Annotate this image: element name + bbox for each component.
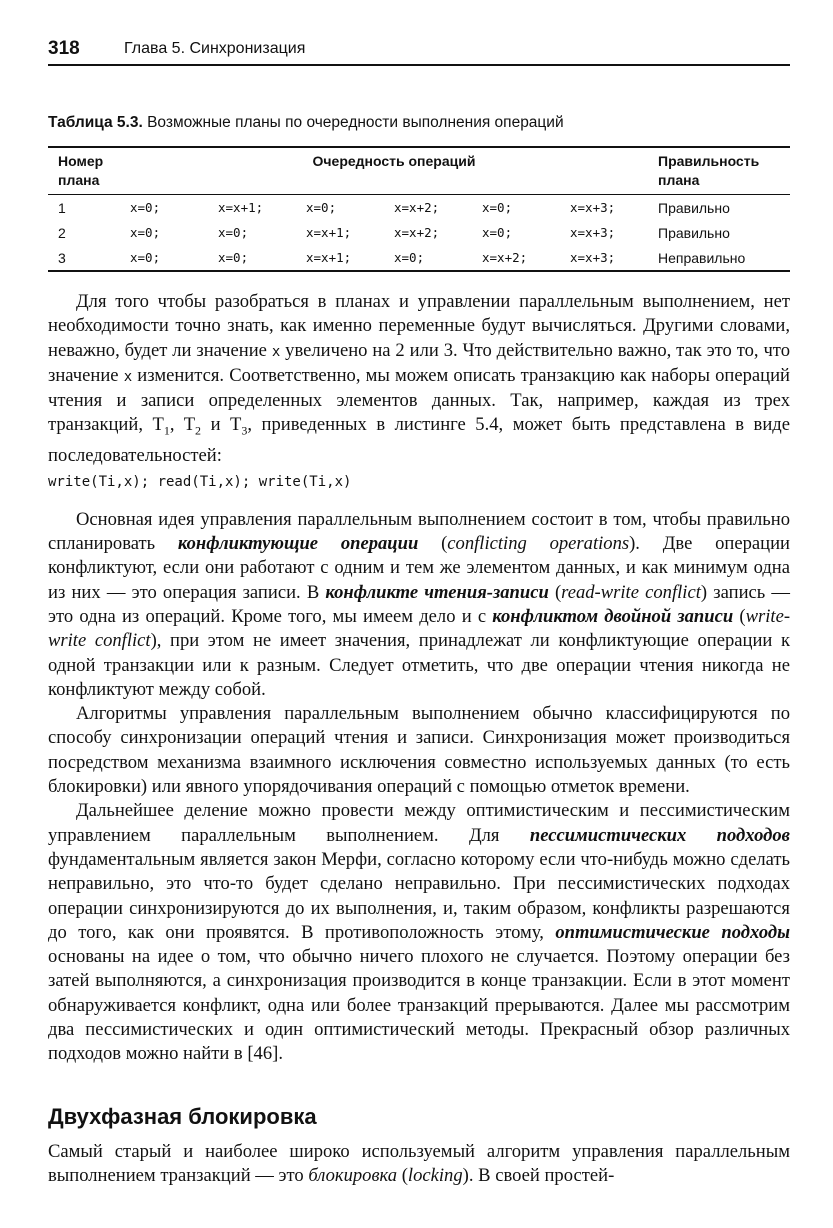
operation-cell: x=x+1; [306,225,352,240]
operation-cell: x=0; [482,200,513,215]
text-run: увеличено на 2 или 3. Что действительно важно, так это то, что значение [48,339,790,386]
text-run: ( [733,605,746,627]
table-caption [48,114,564,132]
section-heading: Двухфазная блокировка [48,1104,317,1129]
paragraph [48,508,790,702]
subscript: 1 [163,424,170,439]
table-caption-label: Таблица 5.3. [48,114,143,131]
section-body [48,1140,790,1189]
text-run: , T [169,414,196,436]
text-run: ). Две операции конфликтуют, если они работают с одним и тем же элементом данных, и как минимум одна из них — это операция записи. В [48,533,790,603]
term-english: write-write conflict [48,605,791,652]
text-run: Самый старый и наиболее широко используемый алгоритм управления параллельным выполнением транзакций — это [48,1141,790,1187]
operation-cell: x=x+2; [482,250,528,265]
plan-number: 3 [58,249,66,266]
operation-cell: x=0; [218,225,249,240]
operation-cell: x=x+2; [394,225,440,240]
plan-result: Правильно [658,199,730,216]
text-run: фундаментальным является закон Мерфи, согласно которому если что-нибудь можно сделать неправильно, это что-то будет сделано неправильно. При пессимистических подходах операции синхронизируются до их выполнения, и, таким образом, конфликты разрешаются до того, как они проявятся. В противоположность этому, [48,848,790,943]
table-row [48,245,790,271]
term-english: conflicting operations [447,533,630,555]
operation-cell: x=x+1; [306,250,352,265]
text-run: ( [397,1165,408,1187]
term-emphasis: конфликтом двойной записи [492,605,734,627]
plan-result: Правильно [658,224,730,241]
header-operations: Очередность операций [312,153,476,169]
term-emphasis: конфликте чтения-записи [325,581,549,603]
header-plan-number: Номер плана [58,153,104,188]
code-inline: x [271,343,281,360]
text-run: ) запись — это одна из операций. Кроме того, мы имеем дело и с [48,581,791,627]
operation-cell: x=0; [394,250,425,265]
code-listing: write(Ti,x); read(Ti,x); write(Ti,x) [48,473,352,490]
operation-cell: x=x+3; [570,200,616,215]
table-row [48,195,790,221]
text-run: Основная идея управления параллельным выполнением состоит в том, чтобы правильно спланировать [48,508,790,555]
term-english: locking [407,1165,463,1187]
text-run: и T [201,414,242,436]
operation-cell: x=0; [130,200,161,215]
body-text [48,290,790,1067]
term-emphasis: пессимистических подходов [529,824,790,846]
paragraph [48,290,790,468]
text-run: ( [548,581,562,603]
term-emphasis: блокировка [308,1165,398,1187]
term-english: read-write conflict [561,581,701,603]
term-emphasis: оптимистические подходы [555,921,790,943]
text-run: Для того чтобы разобраться в планах и управлении параллельным выполнением, нет необходимости точно знать, как именно переменные будут вычисляться. Другими словами, неважно, будет ли значение [48,291,790,361]
operation-cell: x=x+1; [218,200,264,215]
operation-cell: x=0; [130,225,161,240]
running-header [48,38,790,66]
table-row [48,220,790,245]
text-run: ). В своей простей- [462,1165,615,1187]
subscript: 2 [195,424,202,439]
plan-number: 1 [58,199,66,216]
text-run: Дальнейшее деление можно провести между оптимистическим и пессимистическим управлением параллельным выполнением. Для [48,800,790,846]
paragraph [48,799,790,1066]
paragraph: Алгоритмы управления параллельным выполнением обычно классифицируются по способу синхронизации операций чтения и записи. Синхронизация может производиться посредством механизма взаимного исключения совместно используемых данных (то есть блокировки) или явного упорядочивания операций с помощью отметок времени. [48,703,790,798]
text-run: ( [418,533,448,555]
operation-cell: x=0; [218,250,249,265]
text-run: основаны на идее о том, что обычно ничего плохого не случается. Поэтому операции без затей выполняются, а синхронизация производится в конце транзакции. Если в этот момент обнаруживается конфликт, одна или более транзакций прерываются. Далее мы рассмотрим два пессимистических и один оптимистический методы. Прекрасный обзор различных подходов можно найти в [46]. [48,946,790,1065]
plan-number: 2 [58,224,66,241]
operation-cell: x=x+3; [570,225,616,240]
text-run: , приведенных в листинге 5.4, может быть представлена в виде последовательностей: [48,414,790,466]
table-header-row [48,147,790,195]
text-run: изменится. Соответственно, мы можем описать транзакцию как наборы операций чтения и записи определенных элементов данных. Так, например, каждая из трех транзакций, T [48,364,790,436]
plans-table [48,146,790,272]
table-caption-text: Возможные планы по очередности выполнения операций [147,114,564,131]
plan-result: Неправильно [658,249,746,266]
text-run: ), при этом не имеет значения, принадлежат ли конфликтующие операции к одной транзакции или к разным. Следует отметить, что две операции чтения никогда не конфликтуют между собой. [48,630,790,700]
operation-cell: x=x+3; [570,250,616,265]
subscript: 3 [241,424,248,439]
operation-cell: x=0; [482,225,513,240]
operation-cell: x=0; [130,250,161,265]
chapter-title: Глава 5. Синхронизация [124,40,306,57]
term-emphasis: конфликтующие операции [177,533,419,555]
code-inline: x [123,368,133,385]
paragraph [48,1140,790,1189]
page-number: 318 [48,38,80,59]
header-correctness: Правильность плана [658,153,760,188]
operation-cell: x=0; [306,200,337,215]
operation-cell: x=x+2; [394,200,440,215]
